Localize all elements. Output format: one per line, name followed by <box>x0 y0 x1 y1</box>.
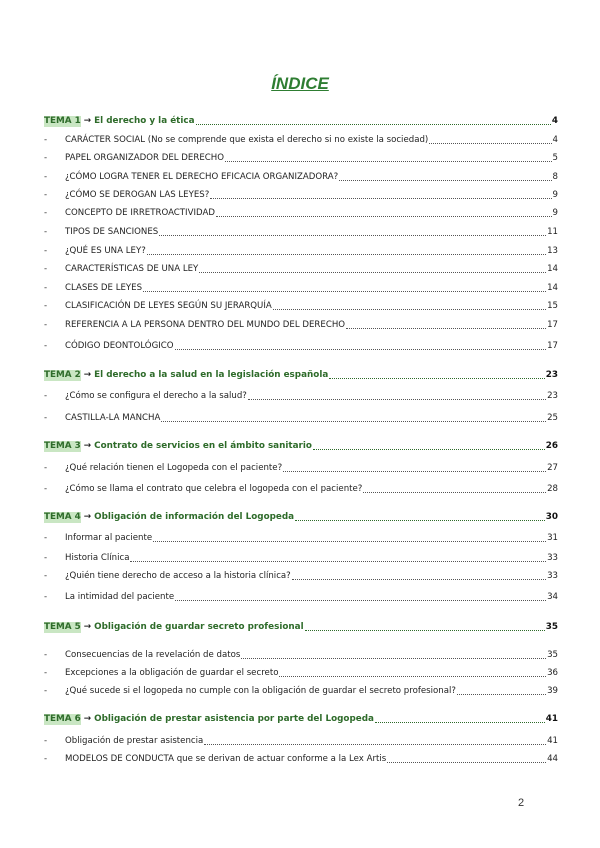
topic-page: 35 <box>545 622 558 632</box>
topic-page: 41 <box>545 714 558 724</box>
bullet-dash: - <box>44 650 48 660</box>
dot-leader <box>248 399 546 400</box>
bullet-dash: - <box>44 668 48 678</box>
toc-entry[interactable] <box>44 530 558 544</box>
dot-leader <box>199 272 546 273</box>
bullet-dash: - <box>44 463 48 473</box>
bullet-dash: - <box>44 320 48 330</box>
entry-page: 14 <box>547 283 558 293</box>
arrow-right-icon: → <box>83 116 92 126</box>
entry-page: 27 <box>547 463 558 473</box>
entry-label: ¿CÓMO LOGRA TENER EL DERECHO EFICACIA ORGANIZADORA? <box>65 172 339 182</box>
dot-leader <box>147 254 546 255</box>
entry-page: 17 <box>547 320 558 330</box>
dot-leader <box>153 541 546 542</box>
topic-title: Contrato de servicios en el ámbito sanitario <box>94 441 312 451</box>
topic-number: TEMA 3 <box>44 441 81 451</box>
dot-leader <box>283 471 546 472</box>
bullet-dash: - <box>44 283 48 293</box>
bullet-dash: - <box>44 484 48 494</box>
entry-label: ¿QUÉ ES UNA LEY? <box>65 246 146 256</box>
toc-topic-row[interactable] <box>44 367 558 381</box>
toc-entry[interactable] <box>44 665 558 679</box>
entry-page: 33 <box>547 553 558 563</box>
bullet-dash: - <box>44 533 48 543</box>
dot-leader <box>339 180 551 181</box>
entry-page: 5 <box>552 153 558 163</box>
toc-entry[interactable] <box>44 150 558 164</box>
entry-page: 4 <box>552 135 558 145</box>
entry-page: 39 <box>547 686 558 696</box>
entry-page: 13 <box>547 246 558 256</box>
toc-entry[interactable] <box>44 550 558 564</box>
toc-entry[interactable] <box>44 751 558 765</box>
entry-page: 33 <box>547 571 558 581</box>
topic-number: TEMA 5 <box>44 622 81 632</box>
dot-leader <box>216 216 552 217</box>
entry-page: 11 <box>547 227 558 237</box>
dot-leader <box>273 309 546 310</box>
entry-label: PAPEL ORGANIZADOR DEL DERECHO <box>65 153 224 163</box>
toc-entry[interactable] <box>44 388 558 402</box>
toc-topic-row[interactable] <box>44 438 558 452</box>
arrow-right-icon: → <box>83 714 92 724</box>
toc-entry[interactable] <box>44 205 558 219</box>
toc-entry[interactable] <box>44 589 558 603</box>
dot-leader <box>175 600 546 601</box>
bullet-dash: - <box>44 686 48 696</box>
arrow-right-icon: → <box>83 512 92 522</box>
entry-label: CARÁCTER SOCIAL (No se comprende que exista el derecho si no existe la sociedad) <box>65 135 429 145</box>
entry-label: REFERENCIA A LA PERSONA DENTRO DEL MUNDO DEL DERECHO <box>65 320 346 330</box>
dot-leader <box>210 198 551 199</box>
dot-leader <box>329 378 544 379</box>
entry-page: 14 <box>547 264 558 274</box>
entry-page: 9 <box>552 190 558 200</box>
topic-number: TEMA 4 <box>44 512 81 522</box>
topic-number: TEMA 6 <box>44 714 81 724</box>
toc-entry[interactable] <box>44 261 558 275</box>
dot-leader <box>204 744 546 745</box>
bullet-dash: - <box>44 153 48 163</box>
dot-leader <box>375 722 545 723</box>
entry-page: 44 <box>547 754 558 764</box>
toc-entry[interactable] <box>44 224 558 238</box>
topic-title: Obligación de guardar secreto profesional <box>94 622 304 632</box>
bullet-dash: - <box>44 246 48 256</box>
entry-label: Consecuencias de la revelación de datos <box>65 650 241 660</box>
dot-leader <box>241 658 546 659</box>
toc-topic-row[interactable] <box>44 509 558 523</box>
entry-page: 8 <box>552 172 558 182</box>
entry-label: MODELOS DE CONDUCTA que se derivan de actuar conforme a la Lex Artis <box>65 754 387 764</box>
page-number: 2 <box>518 797 525 809</box>
dot-leader <box>313 449 545 450</box>
toc-entry[interactable] <box>44 683 558 697</box>
bullet-dash: - <box>44 264 48 274</box>
bullet-dash: - <box>44 208 48 218</box>
entry-page: 25 <box>547 413 558 423</box>
dot-leader <box>305 630 545 631</box>
entry-page: 41 <box>547 736 558 746</box>
entry-label: La intimidad del paciente <box>65 592 175 602</box>
page-title: ÍNDICE <box>271 74 329 93</box>
dot-leader <box>279 676 546 677</box>
toc-entry[interactable] <box>44 568 558 582</box>
entry-label: Informar al paciente <box>65 533 153 543</box>
toc-entry[interactable] <box>44 169 558 183</box>
bullet-dash: - <box>44 592 48 602</box>
bullet-dash: - <box>44 190 48 200</box>
toc-entry[interactable] <box>44 460 558 474</box>
bullet-dash: - <box>44 413 48 423</box>
topic-title: Obligación de prestar asistencia por parte del Logopeda <box>94 714 374 724</box>
toc-entry[interactable] <box>44 317 558 331</box>
entry-page: 9 <box>552 208 558 218</box>
toc-topic-row[interactable] <box>44 711 558 725</box>
toc-entry[interactable] <box>44 338 558 352</box>
entry-page: 31 <box>547 533 558 543</box>
entry-label: ¿CÓMO SE DEROGAN LAS LEYES? <box>65 190 210 200</box>
entry-label: ¿Quién tiene derecho de acceso a la historia clínica? <box>65 571 291 581</box>
dot-leader <box>292 579 546 580</box>
toc-entry[interactable] <box>44 733 558 747</box>
bullet-dash: - <box>44 227 48 237</box>
bullet-dash: - <box>44 736 48 746</box>
entry-page: 35 <box>547 650 558 660</box>
entry-page: 17 <box>547 341 558 351</box>
topic-title: El derecho y la ética <box>94 116 195 126</box>
dot-leader <box>363 492 546 493</box>
toc-entry[interactable] <box>44 481 558 495</box>
bullet-dash: - <box>44 571 48 581</box>
arrow-right-icon: → <box>83 622 92 632</box>
bullet-dash: - <box>44 301 48 311</box>
bullet-dash: - <box>44 754 48 764</box>
dot-leader <box>295 520 545 521</box>
toc-entry[interactable] <box>44 243 558 257</box>
bullet-dash: - <box>44 341 48 351</box>
dot-leader <box>130 561 546 562</box>
entry-label: ¿Cómo se configura el derecho a la salud? <box>65 391 247 401</box>
dot-leader <box>346 328 546 329</box>
dot-leader <box>159 235 546 236</box>
dot-leader <box>457 694 546 695</box>
entry-label: Obligación de prestar asistencia <box>65 736 204 746</box>
topic-number: TEMA 1 <box>44 116 81 126</box>
topic-page: 26 <box>545 441 558 451</box>
topic-title: Obligación de información del Logopeda <box>94 512 295 522</box>
entry-label: ¿Qué sucede si el logopeda no cumple con la obligación de guardar el secreto profesional? <box>65 686 456 696</box>
entry-label: CONCEPTO DE IRRETROACTIVIDAD <box>65 208 215 218</box>
entry-label: ¿Qué relación tienen el Logopeda con el paciente? <box>65 463 283 473</box>
toc-entry[interactable] <box>44 647 558 661</box>
arrow-right-icon: → <box>83 441 92 451</box>
entry-page: 15 <box>547 301 558 311</box>
dot-leader <box>196 124 551 125</box>
toc-entry[interactable] <box>44 280 558 294</box>
entry-label: ¿Cómo se llama el contrato que celebra el logopeda con el paciente? <box>65 484 363 494</box>
entry-label: CLASES DE LEYES <box>65 283 143 293</box>
toc-entry[interactable] <box>44 298 558 312</box>
bullet-dash: - <box>44 172 48 182</box>
bullet-dash: - <box>44 553 48 563</box>
toc-topic-row[interactable] <box>44 619 558 633</box>
dot-leader <box>387 762 546 763</box>
topic-page: 30 <box>545 512 558 522</box>
entry-label: CARACTERÍSTICAS DE UNA LEY <box>65 264 199 274</box>
toc-entry[interactable] <box>44 132 558 146</box>
entry-label: Historia Clínica <box>65 553 130 563</box>
toc-entry[interactable] <box>44 187 558 201</box>
topic-number: TEMA 2 <box>44 370 81 380</box>
arrow-right-icon: → <box>83 370 92 380</box>
topic-title: El derecho a la salud en la legislación española <box>94 370 329 380</box>
bullet-dash: - <box>44 135 48 145</box>
entry-page: 28 <box>547 484 558 494</box>
dot-leader <box>143 291 546 292</box>
dot-leader <box>225 161 552 162</box>
entry-label: Excepciones a la obligación de guardar el secreto <box>65 668 279 678</box>
toc-topic-row[interactable] <box>44 113 558 127</box>
dot-leader <box>175 349 547 350</box>
entry-label: TIPOS DE SANCIONES <box>65 227 159 237</box>
dot-leader <box>429 143 551 144</box>
dot-leader <box>161 421 546 422</box>
entry-page: 34 <box>547 592 558 602</box>
entry-label: CASTILLA-LA MANCHA <box>65 413 161 423</box>
entry-page: 23 <box>547 391 558 401</box>
entry-label: CÓDIGO DEONTOLÓGICO <box>65 341 174 351</box>
toc-entry[interactable] <box>44 410 558 424</box>
entry-label: CLASIFICACIÓN DE LEYES SEGÚN SU JERARQUÍA <box>65 301 272 311</box>
entry-page: 36 <box>547 668 558 678</box>
bullet-dash: - <box>44 391 48 401</box>
topic-page: 4 <box>551 116 558 126</box>
topic-page: 23 <box>545 370 558 380</box>
